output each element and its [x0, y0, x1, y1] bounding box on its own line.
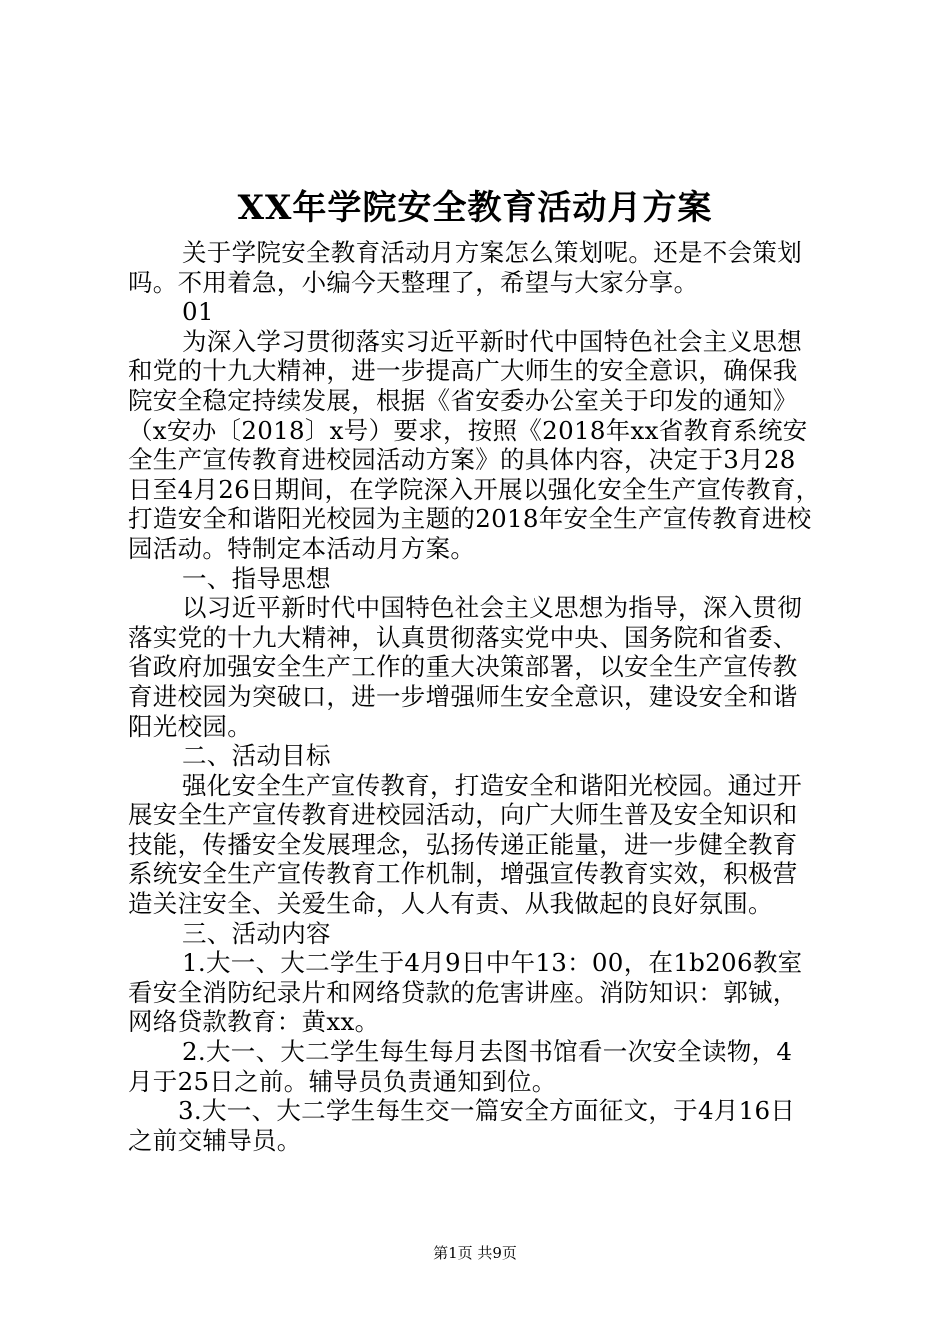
paragraph-line: 园活动。特制定本活动月方案。	[128, 533, 476, 563]
paragraph-line: 省政府加强安全生产工作的重大决策部署，以安全生产宣传教	[128, 652, 798, 682]
paragraph-line: 造关注安全、关爱生命，人人有责、从我做起的良好氛围。	[128, 889, 773, 919]
document-body	[128, 238, 838, 1155]
list-item-line: 1.大一、大二学生于4月9日中午13：00，在1b206教室	[182, 948, 803, 978]
paragraph-line: 以习近平新时代中国特色社会主义思想为指导，深入贯彻	[182, 593, 802, 623]
paragraph-line: 吗。不用着急，小编今天整理了，希望与大家分享。	[128, 267, 699, 297]
document-title: XX年学院安全教育活动月方案	[237, 188, 713, 228]
paragraph-line: 强化安全生产宣传教育，打造安全和谐阳光校园。通过开	[182, 770, 802, 800]
paragraph-line: 落实党的十九大精神，认真贯彻落实党中央、国务院和省委、	[128, 622, 798, 652]
paragraph-line: 关于学院安全教育活动月方案怎么策划呢。还是不会策划	[182, 238, 802, 267]
paragraph-line: （x安办〔2018〕x号）要求，按照《2018年xx省教育系统安	[128, 415, 808, 445]
paragraph-line: 阳光校园。	[128, 711, 252, 741]
list-item-line: 之前交辅导员。	[128, 1125, 302, 1155]
list-item-line: 网络贷款教育：黄xx。	[128, 1007, 380, 1037]
list-item-line: 3.大一、大二学生每生交一篇安全方面征文，于4月16日	[178, 1096, 796, 1126]
paragraph-line: 技能，传播安全发展理念，弘扬传递正能量，进一步健全教育	[128, 829, 798, 859]
list-item-line: 月于25日之前。辅导员负责通知到位。	[128, 1066, 557, 1096]
page-number-footer: 第1页 共9页	[433, 1244, 517, 1262]
paragraph-line: 系统安全生产宣传教育工作机制，增强宣传教育实效，积极营	[128, 859, 798, 889]
list-item-line: 看安全消防纪录片和网络贷款的危害讲座。消防知识：郭铖，	[128, 977, 798, 1007]
section-heading: 一、指导思想	[182, 563, 331, 593]
paragraph-line: 全生产宣传教育进校园活动方案》的具体内容，决定于3月28	[128, 445, 796, 475]
paragraph-line: 打造安全和谐阳光校园为主题的2018年安全生产宣传教育进校	[128, 504, 812, 534]
section-heading: 三、活动内容	[182, 918, 331, 948]
paragraph-line: 展安全生产宣传教育进校园活动，向广大师生普及安全知识和	[128, 800, 798, 830]
section-heading: 二、活动目标	[182, 741, 331, 771]
list-item-line: 2.大一、大二学生每生每月去图书馆看一次安全读物，4	[182, 1037, 793, 1067]
paragraph-line: 育进校园为突破口，进一步增强师生安全意识，建设安全和谐	[128, 681, 798, 711]
paragraph-line: 为深入学习贯彻落实习近平新时代中国特色社会主义思想	[182, 326, 802, 356]
section-number: 01	[182, 297, 214, 327]
paragraph-line: 院安全稳定持续发展，根据《省安委办公室关于印发的通知》	[128, 385, 798, 415]
paragraph-line: 日至4月26日期间，在学院深入开展以强化安全生产宣传教育，	[128, 474, 821, 504]
paragraph-line: 和党的十九大精神，进一步提高广大师生的安全意识，确保我	[128, 356, 798, 386]
